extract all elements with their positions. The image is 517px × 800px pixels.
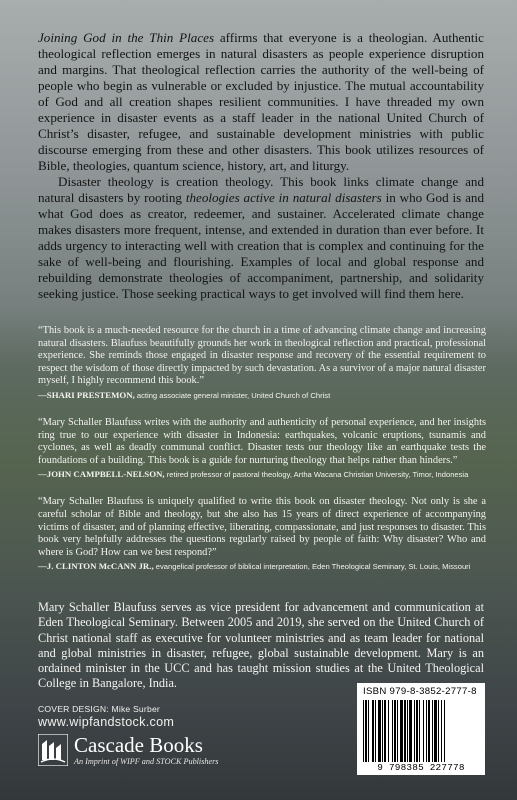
- barcode-bar: [409, 700, 412, 762]
- publisher-imprint: An Imprint of WIPF and STOCK Publishers: [74, 757, 219, 766]
- barcode-bar: [423, 700, 424, 762]
- barcode-bar: [407, 700, 408, 762]
- cascade-logo-icon: [38, 734, 68, 766]
- barcode-bar: [444, 700, 445, 762]
- barcode-bar: [392, 700, 393, 762]
- barcode-bar: [416, 700, 418, 762]
- barcode-bar: [434, 700, 437, 762]
- publisher-credits: [38, 704, 219, 766]
- barcode-bar: [363, 700, 364, 762]
- endorsement-attribution: —J. CLINTON McCANN JR., evangelical professor of biblical interpretation, Eden Theological Seminary, St. Louis, Missouri: [38, 561, 471, 572]
- barcode-bar: [432, 700, 433, 762]
- isbn-label: ISBN 979-8-3852-2777-8: [363, 686, 477, 697]
- barcode-bar: [365, 700, 367, 762]
- cover-design-credit: COVER DESIGN: Mike Surber: [38, 704, 160, 714]
- isbn-digits: 9 798385 227778: [361, 762, 481, 773]
- endorsement-attribution: —JOHN CAMPBELL-NELSON, retired professor of pastoral theology, Artha Wacana Christian University, Timor, Indonesia: [38, 469, 469, 480]
- barcode-bar: [382, 700, 383, 762]
- author-bio: Mary Schaller Blaufuss serves as vice president for advancement and communication at Eden Theological Seminary. Between 2005 and 2019, she served on the United Church of Christ national staff as executive for volunteer ministries and as team leader for national and global ministries in disaster, refugee, global sustainable development. Mary is an ordained minister in the UCC and has taught mission studies at the United Theological College in Bangalore, India.: [38, 600, 484, 691]
- barcode-bar: [397, 700, 398, 762]
- barcode-bar: [378, 700, 381, 762]
- barcode-bar: [368, 700, 369, 762]
- barcode-bar: [388, 700, 389, 762]
- book-title: Joining God in the Thin Places: [38, 30, 215, 45]
- barcode-bar: [384, 700, 386, 762]
- barcode-bar: [414, 700, 415, 762]
- description-paragraph-2: Disaster theology is creation theology. This book links climate change and natural disasters by rooting theologies active in natural disasters in who God is and what God does as creator, redeemer, and sustainer. Accelerated climate change makes disasters more frequent, intense, and extended in duration than ever before. It adds urgency to interacting well with creation that is complex and continuing for the sake of well-being and flourishing. Examples of local and global response and rebuilding demonstrate theologies of accompaniment, partnership, and solidarity seeking justice. Those seeking practical ways to get involved will find them here.: [38, 174, 484, 301]
- barcode-bar: [419, 700, 420, 762]
- publisher-logo: [38, 734, 219, 766]
- endorsement-text: “Mary Schaller Blaufuss writes with the authority and authenticity of personal experience, and her insights ring true to our experience with disaster in Indonesia: earthquakes, volcanic eruptions, tsunamis and cyclones, as well as deadly communal conflict. Disaster tests our theology like an earthquake tests the foundations of a building. This book is a guide for nurturing theology that helps rather than hinders.”: [38, 416, 486, 466]
- barcode-bar: [372, 700, 374, 762]
- description-paragraph-1: Joining God in the Thin Places affirms that everyone is a theologian. Authentic theological reflection emerges in natural disasters as people experience disruption and margins. That theological reflection carries the authority of the well-being of people who begin as vulnerable or excluded by injustice. The mutual accountability of God and all creation shapes resilient communities. I have threaded my own experience in disaster events as a staff leader in the national United Church of Christ’s disaster, refugee, and sustainable development ministries with public discourse emerging from these and other disasters. This book utilizes resources of Bible, theologies, quantum science, history, art, and liturgy.: [38, 30, 484, 173]
- barcode-bar: [394, 700, 396, 762]
- publisher-website: www.wipfandstock.com: [38, 715, 175, 729]
- barcode-bar: [428, 700, 430, 762]
- barcode-bar: [426, 700, 427, 762]
- isbn-barcode-box: [357, 683, 485, 775]
- endorsement: [38, 496, 486, 572]
- barcode-bar: [375, 700, 376, 762]
- barcode-bar: [404, 700, 406, 762]
- publisher-name: Cascade Books: [74, 733, 203, 757]
- barcode-bar: [441, 700, 442, 762]
- endorsement-text: “Mary Schaller Blaufuss is uniquely qualified to write this book on disaster theology. Not only is she a careful scholar of Bible and theology, but she also has 15 years of direct experience of accompanying victims of disaster, and of planning effective, liberating, compassionate, and just responses to disaster. This book very helpfully addresses the questions regularly raised by people of faith: Why disaster? Who and where is God? How can we best respond?”: [38, 496, 486, 558]
- endorsement-text: “This book is a much-needed resource for the church in a time of advancing climate change and increasing natural disasters. Blaufuss beautifully grounds her work in theological reflection and practical, professional experience. She reminds those engaged in disaster response and recovery of the essential requirement to respect the wisdom of those directly impacted by such devastation. As a survivor of a major natural disaster myself, I highly recommend this book.”: [38, 325, 486, 387]
- endorsement: [38, 417, 486, 480]
- back-cover-description: [38, 30, 484, 302]
- endorsement-attribution: —SHARI PRESTEMON, acting associate general minister, United Church of Christ: [38, 389, 331, 400]
- endorsements: [38, 325, 486, 588]
- barcode: [361, 700, 481, 762]
- endorsement: [38, 325, 486, 401]
- barcode-bar: [400, 700, 403, 762]
- barcode-bar: [438, 700, 439, 762]
